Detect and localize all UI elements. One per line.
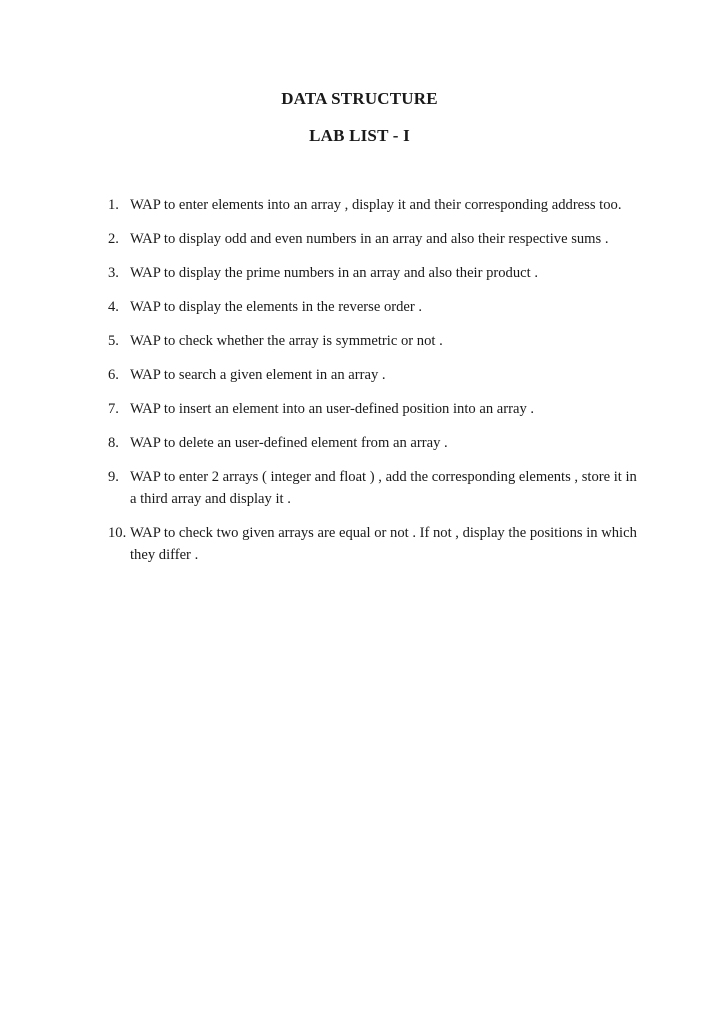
item-text: WAP to insert an element into an user-defined position into an array .: [130, 401, 535, 417]
item-text: WAP to check two given arrays are equal or not . If not , display the positions in which they differ .: [130, 525, 637, 563]
list-item: [108, 432, 638, 454]
item-number: 2.: [108, 231, 119, 247]
item-text: WAP to display the prime numbers in an array and also their product .: [130, 265, 538, 281]
item-text: WAP to display the elements in the reverse order .: [130, 299, 423, 315]
list-item: [108, 364, 638, 386]
list-item: [108, 522, 638, 566]
item-text: WAP to enter elements into an array , display it and their corresponding address too.: [130, 197, 622, 213]
list-item: [108, 466, 638, 510]
list-item: [108, 398, 638, 420]
list-item: [108, 228, 638, 250]
document-subheading: LAB LIST - I: [309, 126, 410, 145]
item-number: 1.: [108, 197, 119, 213]
item-text: WAP to check whether the array is symmetric or not .: [130, 333, 443, 349]
lab-task-list: [108, 194, 638, 578]
item-number: 8.: [108, 435, 119, 451]
item-text: WAP to delete an user-defined element from an array .: [130, 435, 448, 451]
item-text: WAP to search a given element in an array .: [130, 367, 386, 383]
list-item: [108, 296, 638, 318]
item-number: 3.: [108, 265, 119, 281]
item-number: 7.: [108, 401, 119, 417]
item-text: WAP to enter 2 arrays ( integer and float ) , add the corresponding elements , store it in a third array and display it .: [130, 469, 637, 507]
document-heading: DATA STRUCTURE: [281, 89, 438, 108]
item-number: 4.: [108, 299, 119, 315]
item-number: 9.: [108, 469, 119, 485]
item-number: 5.: [108, 333, 119, 349]
item-text: WAP to display odd and even numbers in an array and also their respective sums .: [130, 231, 609, 247]
item-number: 6.: [108, 367, 119, 383]
list-item: [108, 262, 638, 284]
list-item: [108, 194, 638, 216]
item-number: 10.: [108, 525, 127, 541]
list-item: [108, 330, 638, 352]
